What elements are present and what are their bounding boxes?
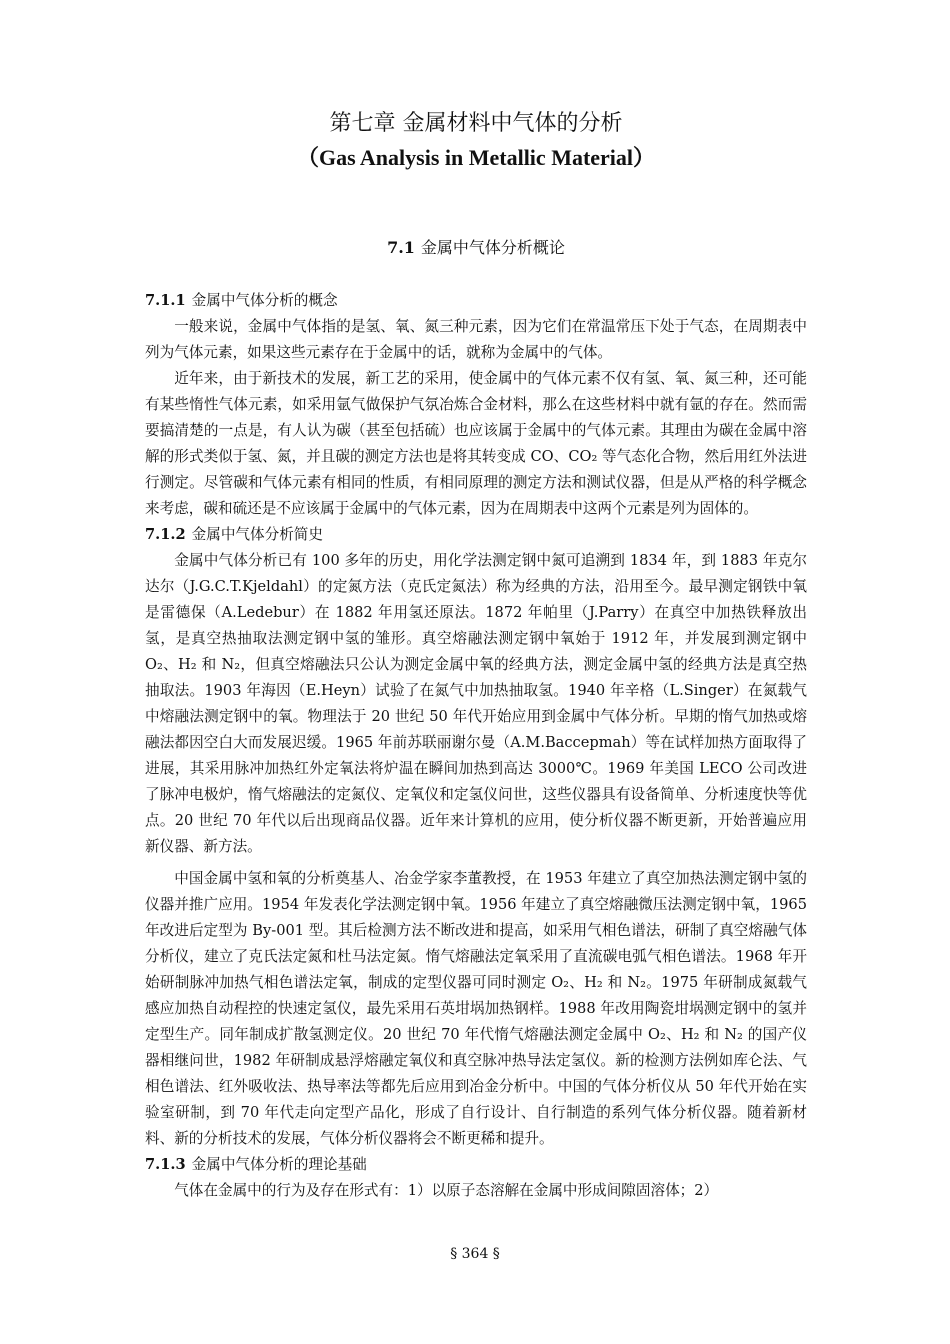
subsection-number: 7.1.1 xyxy=(145,292,186,309)
section-number: 7.1 xyxy=(387,238,415,257)
subsection-title: 金属中气体分析简史 xyxy=(191,526,323,543)
chapter-subtitle: （Gas Analysis in Metallic Material） xyxy=(296,145,656,170)
page-number: § 364 § xyxy=(450,1246,500,1262)
subsection-title: 金属中气体分析的概念 xyxy=(191,292,338,309)
subsection-heading xyxy=(145,1152,807,1178)
chapter-title: 第七章 金属材料中气体的分析 xyxy=(329,111,623,136)
subsection-heading xyxy=(145,288,807,314)
subsection-number: 7.1.2 xyxy=(145,526,186,543)
page-body xyxy=(145,108,807,1204)
subsection-heading xyxy=(145,522,807,548)
paragraph: 一般来说，金属中气体指的是氢、氧、氮三种元素，因为它们在常温常压下处于气态，在周期表中列为气体元素，如果这些元素存在于金属中的话，就称为金属中的气体。 xyxy=(145,318,807,361)
section-heading xyxy=(145,236,807,260)
paragraph: 中国金属中氢和氧的分析奠基人、冶金学家李董教授，在 1953 年建立了真空加热法测定钢中氢的仪器并推广应用。1954 年发表化学法测定钢中氧。1956 年建立了真空熔融微压法测定钢中氧，1965 年改进后定型为 By-001 型。其后检测方法不断改进和提高，如采用气相色谱法，研制了真空熔融气体分析仪，建立了克氏法定氮和杜马法定氮。惰气熔融法定氧采用了直流碳电弧气相色谱法。1968 年开始研制脉冲加热气相色谱法定氧，制成的定型仪器可同时测定 O₂、H₂ 和 N₂。1975 年研制成氮载气感应加热自动程控的快速定氢仪，最先采用石英坩埚加热钢样。1988 年改用陶瓷坩埚测定钢中的氢并定型生产。同年制成扩散氢测定仪。20 世纪 70 年代惰气熔融法测定金属中 O₂、H₂ 和 N₂ 的国产仪器相继问世，1982 年研制成悬浮熔融定氧仪和真空脉冲热导法定氢仪。新的检测方法例如库仑法、气相色谱法、红外吸收法、热导率法等都先后应用到冶金分析中。中国的气体分析仪从 50 年代开始在实验室研制，到 70 年代走向定型产品化，形成了自行设计、自行制造的系列气体分析仪器。随着新材料、新的分析技术的发展，气体分析仪器将会不断更稀和提升。 xyxy=(145,870,807,1147)
paragraph: 近年来，由于新技术的发展，新工艺的采用，使金属中的气体元素不仅有氢、氧、氮三种，还可能有某些惰性气体元素，如采用氩气做保护气氛冶炼合金材料，那么在这些材料中就有氩的存在。然而需要搞清楚的一点是，有人认为碳（甚至包括硫）也应该属于金属中的气体元素。其理由为碳在金属中溶解的形式类似于氢、氮，并且碳的测定方法也是将其转变成 CO、CO₂ 等气态化合物，然后用红外法进行测定。尽管碳和气体元素有相同的性质，有相同原理的测定方法和测试仪器，但是从严格的科学概念来考虑，碳和硫还是不应该属于金属中的气体元素，因为在周期表中这两个元素是列为固体的。 xyxy=(145,370,807,517)
paragraph: 气体在金属中的行为及存在形式有：1）以原子态溶解在金属中形成间隙固溶体；2） xyxy=(174,1182,719,1199)
subsection-title: 金属中气体分析的理论基础 xyxy=(191,1156,367,1173)
subsection-number: 7.1.3 xyxy=(145,1156,186,1173)
section-title: 金属中气体分析概论 xyxy=(420,238,565,257)
paragraph: 金属中气体分析已有 100 多年的历史，用化学法测定钢中氮可追溯到 1834 年，到 1883 年克尔达尔（J.G.C.T.Kjeldahl）的定氮方法（克氏定氮法）称为经典的方法，沿用至今。最早测定钢铁中氧是雷德保（A.Ledebur）在 1882 年用氢还原法。1872 年帕里（J.Parry）在真空中加热铁释放出氢，是真空热抽取法测定钢中氢的雏形。真空熔融法测定钢中氧始于 1912 年，并发展到测定钢中 O₂、H₂ 和 N₂，但真空熔融法只公认为测定金属中氧的经典方法，测定金属中氢的经典方法是真空热抽取法。1903 年海因（E.Heyn）试验了在氮气中加热抽取氢。1940 年辛格（L.Singer）在氮载气中熔融法测定钢中的氧。物理法于 20 世纪 50 年代开始应用到金属中气体分析。早期的惰气加热或熔融法都因空白大而发展迟缓。1965 年前苏联丽谢尔曼（A.M.Baccepmah）等在试样加热方面取得了进展，其采用脉冲加热红外定氧法将炉温在瞬间加热到高达 3000℃。1969 年美国 LECO 公司改进了脉冲电极炉，惰气熔融法的定氮仪、定氧仪和定氢仪问世，这些仪器具有设备简单、分析速度快等优点。20 世纪 70 年代以后出现商品仪器。近年来计算机的应用，使分析仪器不断更新，开始普遍应用新仪器、新方法。 xyxy=(145,552,807,855)
